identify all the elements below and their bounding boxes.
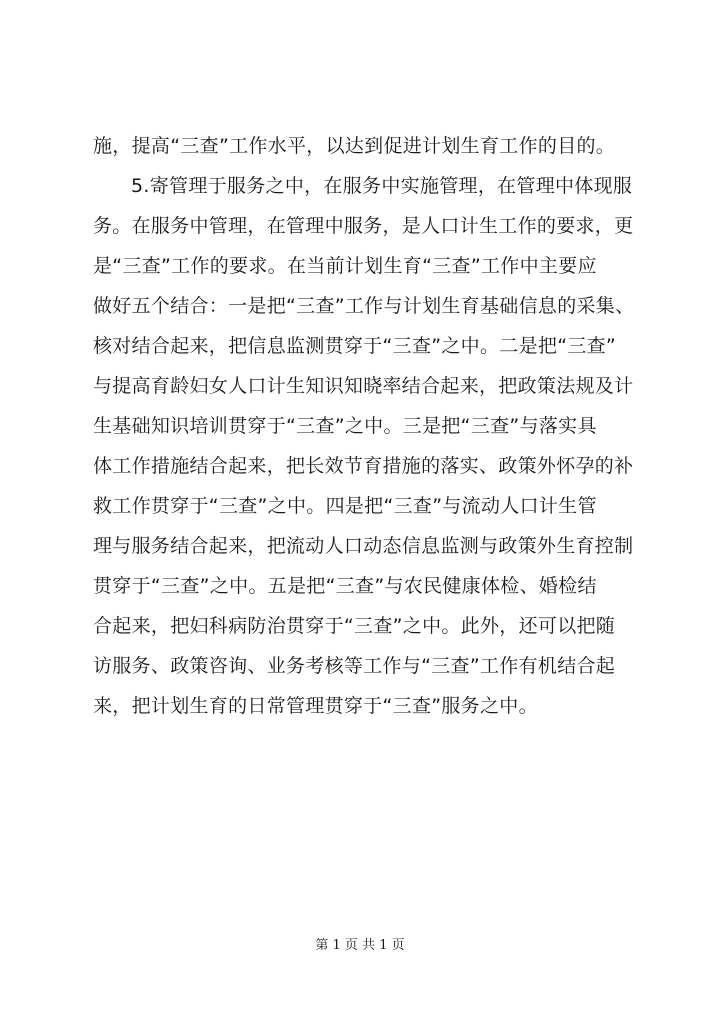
text-line-15: 来，把计划生育的日常管理贯穿于“三查”服务之中。 bbox=[93, 695, 538, 717]
text-line-6: 核对结合起来，把信息监测贯穿于“三查”之中。二是把“三查” bbox=[93, 335, 617, 357]
page-footer: 第 1 页 共 1 页 bbox=[315, 938, 405, 953]
text-line-4: 是“三查”工作的要求。在当前计划生育“三查”工作中主要应 bbox=[93, 255, 597, 277]
text-line-1: 施，提高“三查”工作水平，以达到促进计划生育工作的目的。 bbox=[93, 135, 616, 157]
body-text bbox=[93, 126, 641, 726]
text-line-11: 理与服务结合起来，把流动人口动态信息监测与政策外生育控制 bbox=[93, 535, 634, 557]
text-line-3: 务。在服务中管理，在管理中服务，是人口计生工作的要求，更 bbox=[93, 215, 634, 237]
text-line-7: 与提高育龄妇女人口计生知识知晓率结合起来，把政策法规及计 bbox=[93, 375, 634, 397]
text-line-13: 合起来，把妇科病防治贯穿于“三查”之中。此外，还可以把随 bbox=[93, 615, 616, 637]
text-line-12: 贯穿于“三查”之中。五是把“三查”与农民健康体检、婚检结 bbox=[93, 575, 597, 597]
text-line-8: 生基础知识培训贯穿于“三查”之中。三是把“三查”与落实具 bbox=[93, 415, 597, 437]
text-line-9: 体工作措施结合起来，把长效节育措施的落实、政策外怀孕的补 bbox=[93, 455, 634, 477]
text-line-14: 访服务、政策咨询、业务考核等工作与“三查”工作有机结合起 bbox=[93, 655, 616, 677]
text-line-5: 做好五个结合：一是把“三查”工作与计划生育基础信息的采集、 bbox=[93, 295, 635, 317]
text-line-2: 5.寄管理于服务之中，在服务中实施管理，在管理中体现服 bbox=[131, 175, 633, 197]
text-line-10: 救工作贯穿于“三查”之中。四是把“三查”与流动人口计生管 bbox=[93, 495, 597, 517]
